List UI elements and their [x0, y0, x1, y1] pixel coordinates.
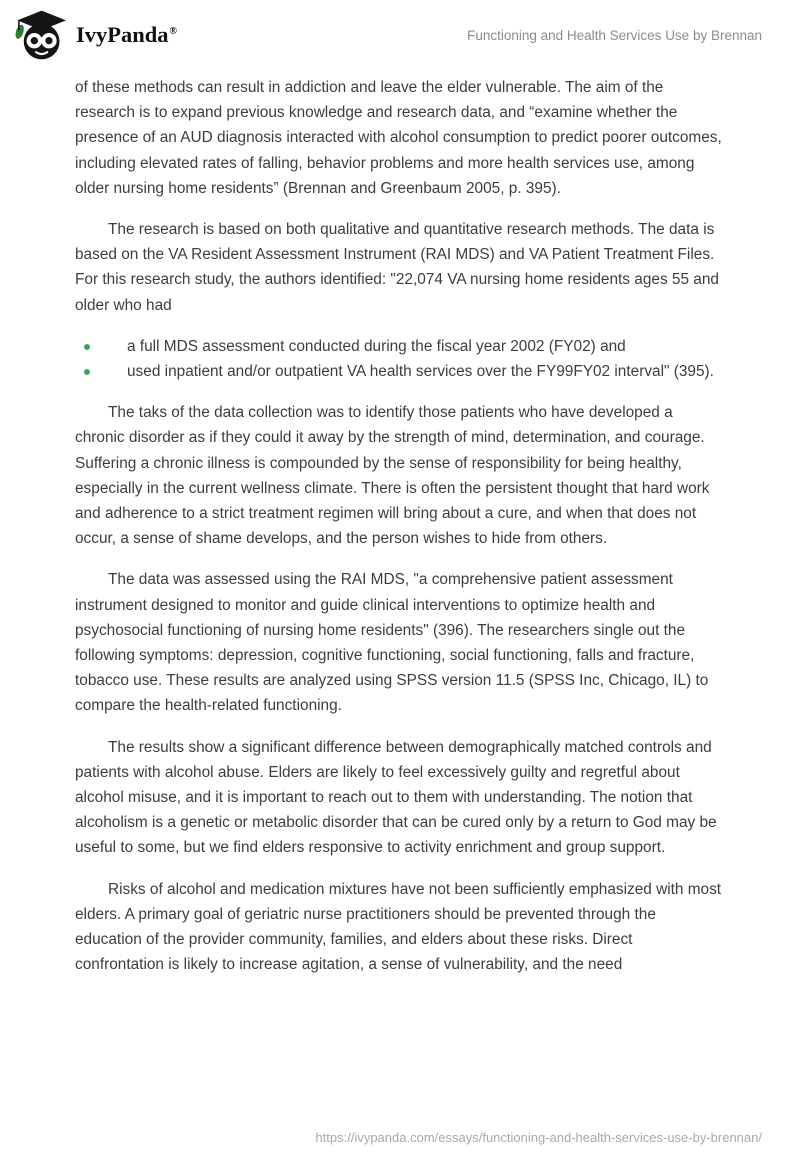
registered-mark: ® — [169, 25, 178, 37]
essay-paragraph: The data was assessed using the RAI MDS, "a comprehensive patient assessment instrument designed to monitor and guide clinical interventions to optimize health and psychosocial functioning of nursing home residents" (396). The researchers single out the following symptoms: depression, cognitive functioning, social functioning, falls and fracture, tobacco use. These results are analyzed using SPSS version 11.5 (SPSS Inc, Chicago, IL) to compare the health-related functioning. — [75, 571, 709, 715]
essay-paragraph: The research is based on both qualitative and quantitative research methods. The data is based on the VA Resident Assessment Instrument (RAI MDS) and VA Patient Treatment Files. For this research study, the authors identified: "22,074 VA nursing home residents ages 55 and older who had — [75, 221, 719, 314]
essay-content — [0, 65, 800, 978]
page-header — [0, 0, 800, 65]
essay-paragraph: of these methods can result in addiction and leave the elder vulnerable. The aim of the research is to expand previous knowledge and research data, and “examine whether the presence of an AUD diagnosis interacted with alcohol consumption to predict poorer outcomes, including elevated rates of falling, behavior problems and more health services use, among older nursing home residents” (Brennan and Greenbaum 2005, p. 395). — [75, 79, 722, 197]
brand-name — [76, 22, 177, 48]
source-url: https://ivypanda.com/essays/functioning-and-health-services-use-by-brennan/ — [315, 1130, 762, 1145]
document-title: Functioning and Health Services Use by Brennan — [467, 27, 762, 43]
bullet-item: used inpatient and/or outpatient VA health services over the FY99FY02 interval" (395). — [75, 359, 722, 384]
ivypanda-brand[interactable] — [14, 9, 177, 61]
bullet-list — [75, 334, 722, 384]
page-footer — [315, 1129, 762, 1147]
ivypanda-logo-icon — [14, 9, 66, 61]
bullet-item: a full MDS assessment conducted during the fiscal year 2002 (FY02) and — [75, 334, 722, 359]
brand-name-text: IvyPanda — [76, 22, 169, 47]
essay-paragraph: Risks of alcohol and medication mixtures have not been sufficiently emphasized with most elders. A primary goal of geriatric nurse practitioners should be prevented through the education of the provider community, families, and elders about these risks. Direct confrontation is likely to increase agitation, a sense of vulnerability, and the need — [75, 880, 722, 974]
essay-paragraph: The taks of the data collection was to identify those patients who have developed a chronic disorder as if they could it away by the strength of mind, determination, and courage. Suffering a chronic illness is compounded by the sense of responsibility for being healthy, especially in the current wellness climate. There is often the persistent thought that hard work and adherence to a strict treatment regimen will bring about a cure, and when that does not occur, a sense of shame develops, and the person wishes to hide from others. — [75, 404, 710, 548]
essay-paragraph: The results show a significant difference between demographically matched controls and patients with alcohol abuse. Elders are likely to feel excessively guilty and regretful about alcohol misuse, and it is important to reach out to them with understanding. The notion that alcoholism is a genetic or metabolic disorder that can be cured only by a return to God may be useful to some, but we find elders responsive to activity enrichment and group support. — [75, 738, 717, 857]
